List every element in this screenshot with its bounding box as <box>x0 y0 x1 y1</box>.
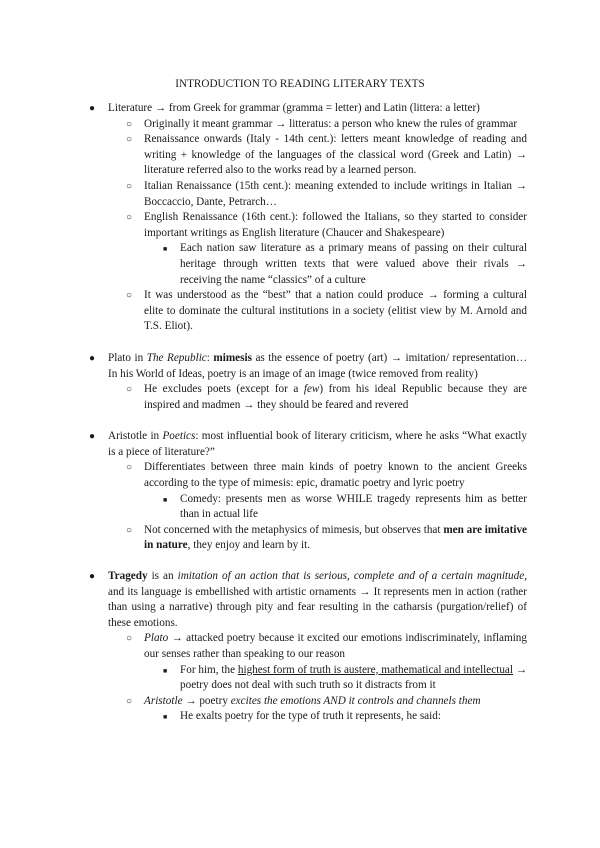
bullet-aristotle-poetics: ● Aristotle in Poetics: most influential book of literary criticism, where he asks “What exactly is a piece of literature?” <box>89 430 527 458</box>
subbullet-plato-attack: ○ Plato → attacked poetry because it excited our emotions indiscriminately, inflaming our senses rather than speaking to our reason <box>126 632 527 660</box>
square-bullet-icon: ■ <box>163 713 168 722</box>
hollow-bullet-icon: ○ <box>126 212 133 224</box>
bullet-plato-republic: ● Plato in The Republic: mimesis as the essence of poetry (art) → imitation/ representation… In his World of Ideas, poetry is an image of an image (twice removed from reality) <box>89 351 528 380</box>
hollow-bullet-icon: ○ <box>126 180 133 192</box>
notes-body <box>0 101 600 725</box>
hollow-bullet-icon: ○ <box>126 384 133 396</box>
square-bullet-icon: ■ <box>163 666 168 675</box>
page-title: INTRODUCTION TO READING LITERARY TEXTS <box>175 78 425 90</box>
hollow-bullet-icon: ○ <box>126 118 133 130</box>
subsubbullet-highest-truth: ■ For him, the highest form of truth is austere, mathematical and intellectual → poetry does not deal with such truth so it distracts from it <box>163 663 528 692</box>
subbullet-originally: ○ Originally it meant grammar → litteratus: a person who knew the rules of grammar <box>144 117 527 133</box>
subsubbullet-nation-heritage: ■ Each nation saw literature as a primary means of passing on their cultural heritage through written texts that were valued above their rivals → receiving the name “classics” of a culture <box>163 242 527 286</box>
hollow-bullet-icon: ○ <box>126 290 133 302</box>
filled-bullet-icon: ● <box>89 103 96 114</box>
subbullet-italian-renaissance: ○ Italian Renaissance (15th cent.): meaning extended to include writings in Italian → Boccaccio, Dante, Petrarch… <box>126 179 527 208</box>
bullet-tragedy: ● Tragedy is an imitation of an action that is serious, complete and of a certain magnitude, and its language is embellished with artistic ornaments → It represents men in action (rather than using a narrative) through pity and fear resulting in the catharsis (purgation/relief) of these emotions. <box>89 570 527 629</box>
filled-bullet-icon: ● <box>89 431 96 443</box>
subbullet-renaissance: ○ Renaissance onwards (Italy - 14th cent.): letters meant knowledge of reading and writing + knowledge of the languages of the classical word (Greek and Latin) → literature referred also to the works read by a learned person. <box>126 133 527 177</box>
square-bullet-icon: ■ <box>163 495 168 504</box>
filled-bullet-icon: ● <box>89 571 96 583</box>
subbullet-kinds-of-poetry: ○ Differentiates between three main kinds of poetry known to the ancient Greeks according to the type of mimesis: epic, dramatic poetry and lyric poetry <box>126 461 527 490</box>
subbullet-imitative-nature: ○ Not concerned with the metaphysics of mimesis, but observes that men are imitative in nature, they enjoy and learn by it. <box>126 523 528 552</box>
hollow-bullet-icon: ○ <box>126 633 133 645</box>
filled-bullet-icon: ● <box>89 352 96 364</box>
subbullet-english-renaissance: ○ English Renaissance (16th cent.): followed the Italians, so they started to consider important writings as English literature (Chaucer and Shakespeare) <box>126 211 527 239</box>
bullet-literature: ● Literature → from Greek for grammar (gramma = letter) and Latin (littera: a letter) <box>108 101 527 117</box>
hollow-bullet-icon: ○ <box>126 134 133 146</box>
hollow-bullet-icon: ○ <box>126 695 133 707</box>
subbullet-excludes-poets: ○ He excludes poets (except for a few) from his ideal Republic because they are inspired and madmen → they should be feared and revered <box>126 383 527 411</box>
subsubbullet-comedy-tragedy: ■ Comedy: presents men as worse WHILE tragedy represents him as better than in actual life <box>163 492 527 521</box>
square-bullet-icon: ■ <box>163 245 168 254</box>
hollow-bullet-icon: ○ <box>126 462 133 474</box>
hollow-bullet-icon: ○ <box>126 524 133 536</box>
subbullet-aristotle-emotions: ○ Aristotle → poetry excites the emotions AND it controls and channels them <box>144 694 527 710</box>
subbullet-best-of-nation: ○ It was understood as the “best” that a nation could produce → forming a cultural elite to dominate the cultural institutions in a society (elitist view by M. Arnold and T.S. Eliot). <box>126 289 527 333</box>
subsubbullet-exalts-poetry: ■ He exalts poetry for the type of truth it represents, he said: <box>180 709 527 725</box>
